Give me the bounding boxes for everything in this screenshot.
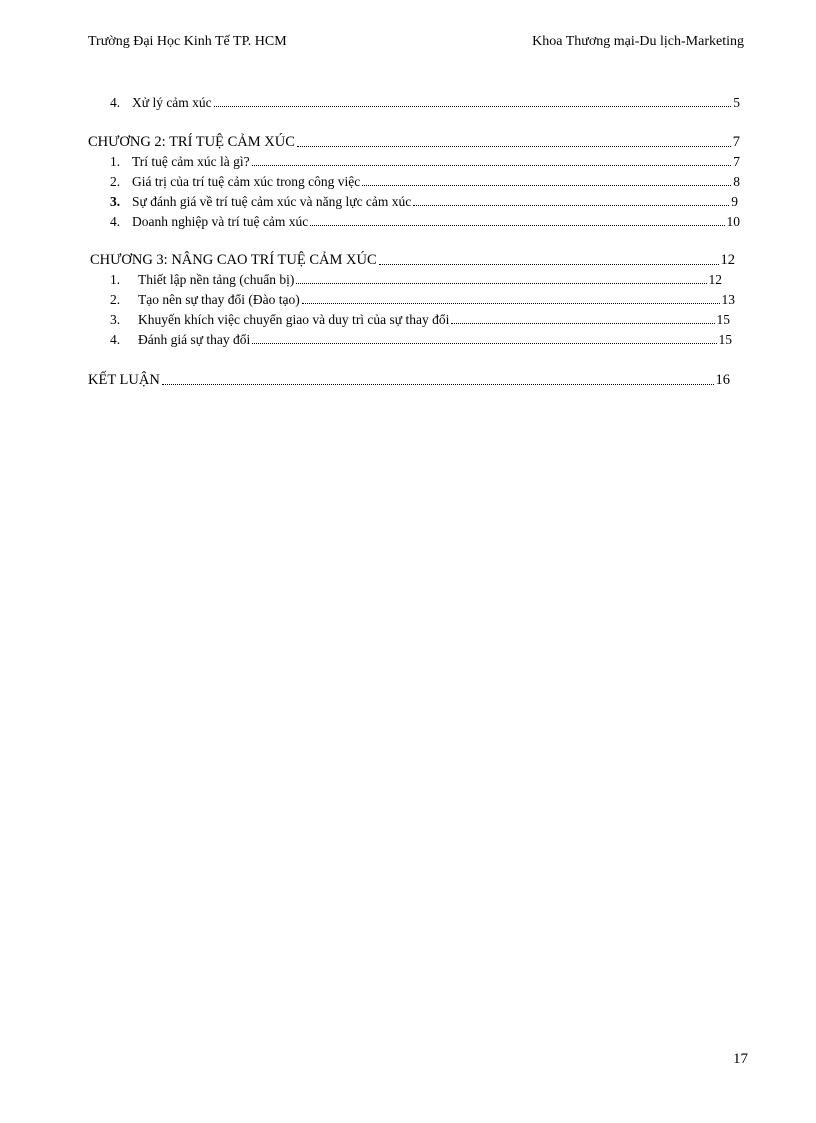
toc-title: CHƯƠNG 2: TRÍ TUỆ CẢM XÚC bbox=[88, 134, 295, 150]
toc-entry-doanh-nghiep bbox=[110, 215, 740, 229]
page-header-right: Khoa Thương mại-Du lịch-Marketing bbox=[532, 34, 744, 49]
toc-entry-xu-ly-cam-xuc bbox=[110, 96, 740, 110]
toc-number: 4. bbox=[110, 214, 121, 229]
toc-title: Thiết lập nền tảng (chuẩn bị) bbox=[138, 272, 295, 287]
toc-dot-leader bbox=[451, 323, 714, 324]
toc-page-number: 15 bbox=[716, 312, 730, 327]
toc-dot-leader bbox=[362, 185, 731, 186]
page-header-left: Trường Đại Học Kinh Tế TP. HCM bbox=[88, 34, 287, 49]
toc-number: 3. bbox=[110, 194, 121, 209]
toc-dot-leader bbox=[297, 146, 731, 147]
toc-page-number: 5 bbox=[733, 95, 740, 110]
toc-title: Tạo nên sự thay đổi (Đào tạo) bbox=[138, 292, 300, 307]
toc-title: Doanh nghiệp và trí tuệ cảm xúc bbox=[132, 214, 309, 229]
toc-entry-su-danh-gia bbox=[110, 195, 738, 209]
toc-entry-gia-tri bbox=[110, 175, 740, 189]
toc-entry-danh-gia-su-thay-doi bbox=[110, 333, 732, 347]
toc-title: Trí tuệ cảm xúc là gì? bbox=[132, 154, 250, 169]
toc-dot-leader bbox=[296, 283, 706, 284]
toc-page-number: 10 bbox=[726, 214, 740, 229]
toc-title: CHƯƠNG 3: NÂNG CAO TRÍ TUỆ CẢM XÚC bbox=[90, 252, 377, 268]
toc-title: Giá trị của trí tuệ cảm xúc trong công việc bbox=[132, 174, 361, 189]
toc-page-number: 12 bbox=[720, 252, 735, 268]
toc-dot-leader bbox=[379, 264, 719, 265]
toc-title: KẾT LUẬN bbox=[88, 372, 160, 388]
toc-title: Đánh giá sự thay đổi bbox=[138, 332, 251, 347]
toc-entry-tao-nen bbox=[110, 293, 735, 307]
toc-dot-leader bbox=[413, 205, 729, 206]
toc-ket-luan bbox=[88, 373, 730, 388]
toc-page-number: 15 bbox=[718, 332, 732, 347]
toc-chapter-3 bbox=[90, 253, 735, 268]
toc-page-number: 9 bbox=[731, 194, 738, 209]
toc-number: 2. bbox=[110, 292, 121, 307]
toc-number: 4. bbox=[110, 95, 121, 110]
toc-number: 2. bbox=[110, 174, 121, 189]
toc-entry-khuyen-khich bbox=[110, 313, 730, 327]
toc-entry-thiet-lap bbox=[110, 273, 722, 287]
toc-entry-tri-tue-cam-xuc-la-gi bbox=[110, 155, 740, 169]
page-number: 17 bbox=[733, 1051, 748, 1067]
toc-page-number: 8 bbox=[733, 174, 740, 189]
toc-page-number: 16 bbox=[715, 372, 730, 388]
toc-dot-leader bbox=[310, 225, 724, 226]
toc-page-number: 12 bbox=[708, 272, 722, 287]
toc-title: Sự đánh giá về trí tuệ cảm xúc và năng lực cảm xúc bbox=[132, 194, 412, 209]
toc-number: 3. bbox=[110, 312, 121, 327]
toc-dot-leader bbox=[214, 106, 732, 107]
toc-title: Xử lý cảm xúc bbox=[132, 95, 212, 110]
toc-dot-leader bbox=[162, 384, 714, 385]
toc-title: Khuyến khích việc chuyển giao và duy trì của sự thay đổi bbox=[138, 312, 450, 327]
toc-number: 1. bbox=[110, 272, 121, 287]
toc-number: 1. bbox=[110, 154, 121, 169]
toc-page-number: 13 bbox=[721, 292, 735, 307]
toc-dot-leader bbox=[252, 343, 716, 344]
toc-page-number: 7 bbox=[733, 154, 740, 169]
toc-page-number: 7 bbox=[732, 134, 740, 150]
toc-dot-leader bbox=[252, 165, 732, 166]
toc-chapter-2 bbox=[88, 135, 740, 150]
toc-dot-leader bbox=[302, 303, 720, 304]
toc-number: 4. bbox=[110, 332, 121, 347]
